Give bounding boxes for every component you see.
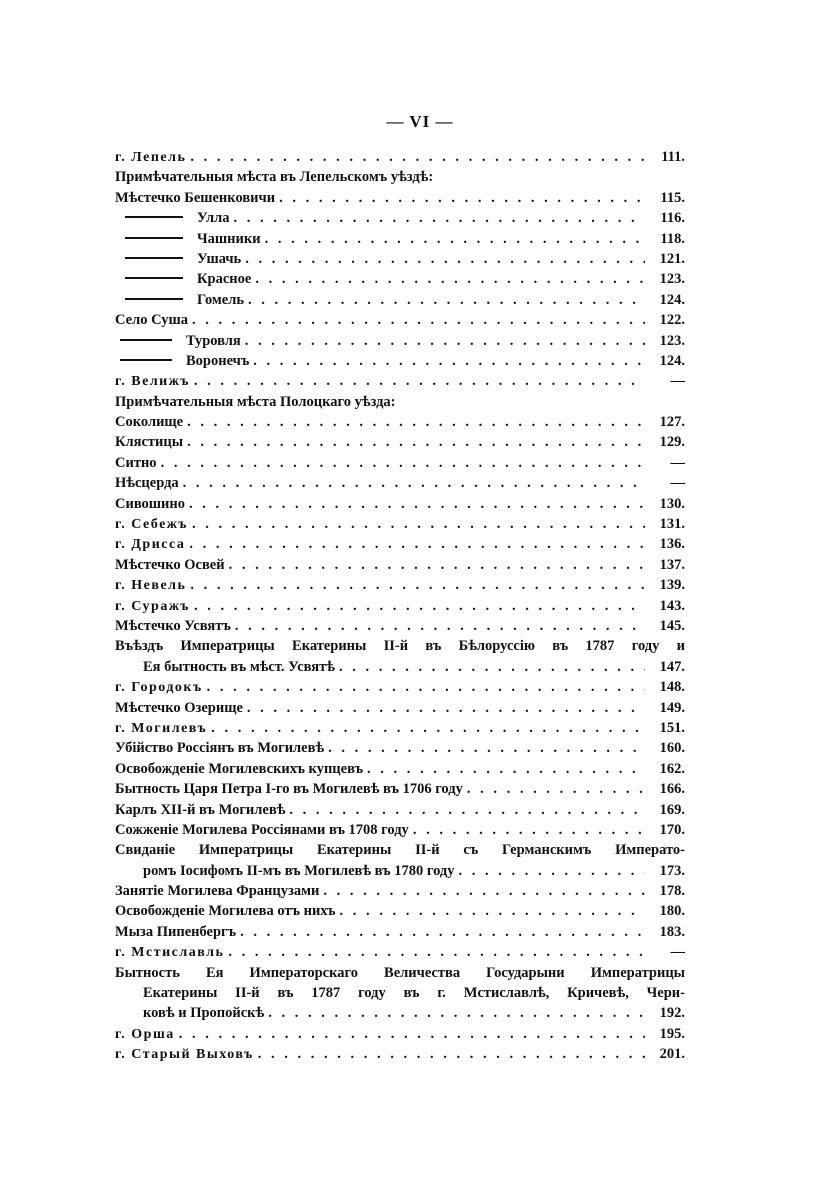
toc-entry-label: г. Городокъ [115,680,203,696]
toc-entry-label: Примѣчательныя мѣста въ Лепельскомъ уѣздѣ: [115,169,434,186]
toc-entry-label: Бытность Царя Петра I-го въ Могилевѣ въ 1706 году [115,781,463,798]
toc-entry [115,761,685,781]
toc-entry-label: г. Старый Выховъ [115,1047,254,1063]
table-of-contents [115,149,685,1067]
toc-entry-page: 137. [659,556,685,573]
toc-entry [115,1046,685,1066]
toc-entry-page: — [670,475,685,492]
toc-entry-page: 136. [659,536,685,553]
leader-dots [194,373,645,390]
toc-entry-page: 162. [659,760,685,777]
toc-entry-label: Въѣздъ Императрицы Екатерины II-й въ Бѣлоруссію въ 1787 году и [115,638,685,655]
toc-entry-page: 124. [659,352,685,369]
leader-dots [248,292,645,309]
toc-entry-page: — [670,944,685,961]
leader-dots [207,679,645,696]
leader-dots [211,720,645,737]
toc-entry [115,883,685,903]
toc-entry-page: 131. [659,516,685,533]
ditto-dash [125,298,183,300]
toc-entry-label: Бытность Ея Императорскаго Величества Государыни Императрицы [115,964,685,981]
toc-entry-page: 118. [660,230,685,247]
leader-dots [328,740,645,757]
leader-dots [228,944,645,961]
toc-entry [115,965,685,985]
toc-entry-label: Село Суша [115,312,188,329]
leader-dots [245,251,645,268]
toc-entry-page: 148. [659,679,685,696]
page-number: — VI — [386,112,454,131]
leader-dots [253,353,645,370]
leader-dots [192,312,645,329]
toc-entry [115,169,685,189]
toc-entry-label: ковѣ и Пропойскѣ [143,1005,265,1022]
toc-entry-page: — [670,373,685,390]
toc-entry [115,740,685,760]
toc-entry-page: 151. [659,719,685,736]
toc-entry-label: Мѣстечко Усвятъ [115,617,231,634]
toc-entry-page: 139. [659,577,685,594]
toc-entry [115,496,685,516]
toc-entry-page: 170. [659,821,685,838]
toc-entry [115,638,685,658]
leader-dots [190,149,645,166]
leader-dots [161,455,645,472]
leader-dots [229,557,645,574]
toc-entry-label: Екатерины II-й въ 1787 году въ г. Мстиславлѣ, Кричевѣ, Чери- [143,985,685,1002]
toc-entry-page: 160. [659,740,685,757]
toc-entry [115,373,685,393]
toc-entry-page: 183. [659,923,685,940]
toc-entry [115,1005,685,1025]
toc-entry-page: 192. [659,1005,685,1022]
leader-dots [179,1026,645,1043]
toc-entry-page: 145. [659,617,685,634]
toc-entry-label: г. Орша [115,1026,175,1042]
toc-entry [115,924,685,944]
toc-entry [115,598,685,618]
toc-entry-page: 143. [659,597,685,614]
toc-entry-label: г. Себежъ [115,517,188,533]
toc-entry-label: Карлъ XII-й въ Могилевѣ [115,801,286,818]
toc-entry [115,903,685,923]
toc-entry-label: Красное [197,271,252,288]
leader-dots [413,822,645,839]
toc-entry [115,1026,685,1046]
toc-entry-page: 115. [660,189,685,206]
toc-entry [115,231,685,251]
ditto-dash [125,216,183,218]
toc-entry [115,251,685,271]
toc-entry-label: Мѣстечко Озерище [115,699,243,716]
ditto-dash [125,277,183,279]
toc-entry-label: Чашники [197,230,261,247]
leader-dots [235,618,645,635]
leader-dots [279,190,645,207]
leader-dots [265,231,645,248]
toc-entry-label: Ея бытность въ мѣст. Усвятѣ [143,658,335,675]
leader-dots [189,496,645,513]
toc-entry [115,700,685,720]
toc-entry-page: 201. [659,1046,685,1063]
toc-entry-page: 123. [659,332,685,349]
toc-entry-label: Сожженіе Могилева Россіянами въ 1708 году [115,821,409,838]
toc-entry-page: 178. [659,883,685,900]
toc-entry-page: 173. [659,862,685,879]
leader-dots [247,700,645,717]
toc-entry-label: Воронечъ [186,352,250,369]
toc-entry-page: — [670,454,685,471]
toc-entry [115,190,685,210]
ditto-dash [120,359,172,361]
leader-dots [192,516,645,533]
leader-dots [458,863,645,880]
ditto-dash [125,237,183,239]
toc-entry-page: 166. [659,781,685,798]
ditto-dash [120,339,172,341]
toc-entry [115,985,685,1005]
leader-dots [258,1046,645,1063]
toc-entry [115,577,685,597]
toc-entry-page: 149. [659,699,685,716]
leader-dots [189,536,645,553]
toc-entry [115,842,685,862]
leader-dots [339,903,645,920]
toc-entry-label: Убійство Россіянъ въ Могилевѣ [115,740,325,757]
toc-entry-label: Мѣстечко Освей [115,556,225,573]
toc-entry [115,210,685,230]
toc-entry-label: г. Лепель [115,150,187,165]
leader-dots [194,598,645,615]
toc-entry-page: 180. [659,903,685,920]
toc-entry-label: г. Невель [115,578,187,594]
toc-entry [115,659,685,679]
toc-entry-label: Примѣчательныя мѣста Полоцкаго уѣзда: [115,393,396,410]
toc-entry-label: Клястицы [115,434,184,451]
toc-entry [115,863,685,883]
toc-entry [115,312,685,332]
toc-entry-page: 111. [661,149,685,165]
toc-entry [115,292,685,312]
toc-entry [115,720,685,740]
toc-entry [115,271,685,291]
toc-entry-label: Освобожденіе Могилевскихъ купцевъ [115,760,364,777]
toc-entry-label: Мѣстечко Бешенковичи [115,189,276,206]
toc-entry-label: Ситно [115,454,157,471]
toc-entry-label: Освобожденіе Могилева отъ нихъ [115,903,336,920]
toc-entry-page: 195. [659,1025,685,1042]
toc-entry [115,394,685,414]
toc-entry-label: г. Суражъ [115,598,190,614]
toc-entry [115,434,685,454]
toc-entry-page: 122. [659,312,685,329]
leader-dots [367,761,645,778]
toc-entry-page: 116. [660,210,685,227]
toc-entry [115,618,685,638]
toc-entry-label: Нѣсцерда [115,475,179,492]
toc-entry [115,149,685,169]
leader-dots [323,883,645,900]
leader-dots [255,271,645,288]
toc-entry-label: Ушачь [197,250,242,267]
toc-entry-label: г. Могилевъ [115,720,208,736]
leader-dots [183,475,645,492]
toc-entry [115,557,685,577]
toc-entry [115,455,685,475]
leader-dots [268,1005,645,1022]
leader-dots [339,659,645,676]
toc-entry-page: 130. [659,495,685,512]
toc-entry [115,822,685,842]
leader-dots [289,802,645,819]
toc-entry-page: 121. [659,250,685,267]
toc-entry-page: 147. [659,658,685,675]
leader-dots [467,781,645,798]
toc-entry [115,353,685,373]
toc-entry-label: Гомель [197,291,245,308]
leader-dots [234,210,645,227]
toc-entry-page: 129. [659,434,685,451]
toc-entry-label: Туровля [186,332,241,349]
toc-entry-label: Занятіе Могилева Французами [115,883,320,900]
leader-dots [190,577,645,594]
leader-dots [240,924,645,941]
ditto-dash [125,257,183,259]
toc-entry-page: 123. [659,271,685,288]
toc-entry [115,536,685,556]
toc-entry [115,802,685,822]
toc-entry-label: Мыза Пипенбергъ [115,923,237,940]
leader-dots [245,333,645,350]
toc-entry-label: г. Велижъ [115,374,190,390]
toc-entry [115,475,685,495]
toc-entry-page: 127. [659,414,685,431]
toc-entry [115,679,685,699]
toc-entry-page: 124. [659,291,685,308]
leader-dots [187,434,645,451]
toc-entry-label: Соколище [115,414,184,431]
toc-entry-label: г. Мстиславль [115,945,225,961]
toc-entry-label: ромъ Іосифомъ II-мъ въ Могилевѣ въ 1780 году [143,862,455,879]
toc-entry [115,333,685,353]
toc-entry-label: г. Дрисса [115,537,186,553]
toc-entry-page: 169. [659,801,685,818]
toc-entry [115,944,685,964]
leader-dots [187,414,645,431]
toc-entry [115,781,685,801]
toc-entry-label: Улла [197,210,230,227]
toc-entry-label: Сивошино [115,495,186,512]
toc-entry-label: Свиданіе Императрицы Екатерины II-й съ Германскимъ Императо- [115,842,685,859]
toc-entry [115,414,685,434]
toc-entry [115,516,685,536]
